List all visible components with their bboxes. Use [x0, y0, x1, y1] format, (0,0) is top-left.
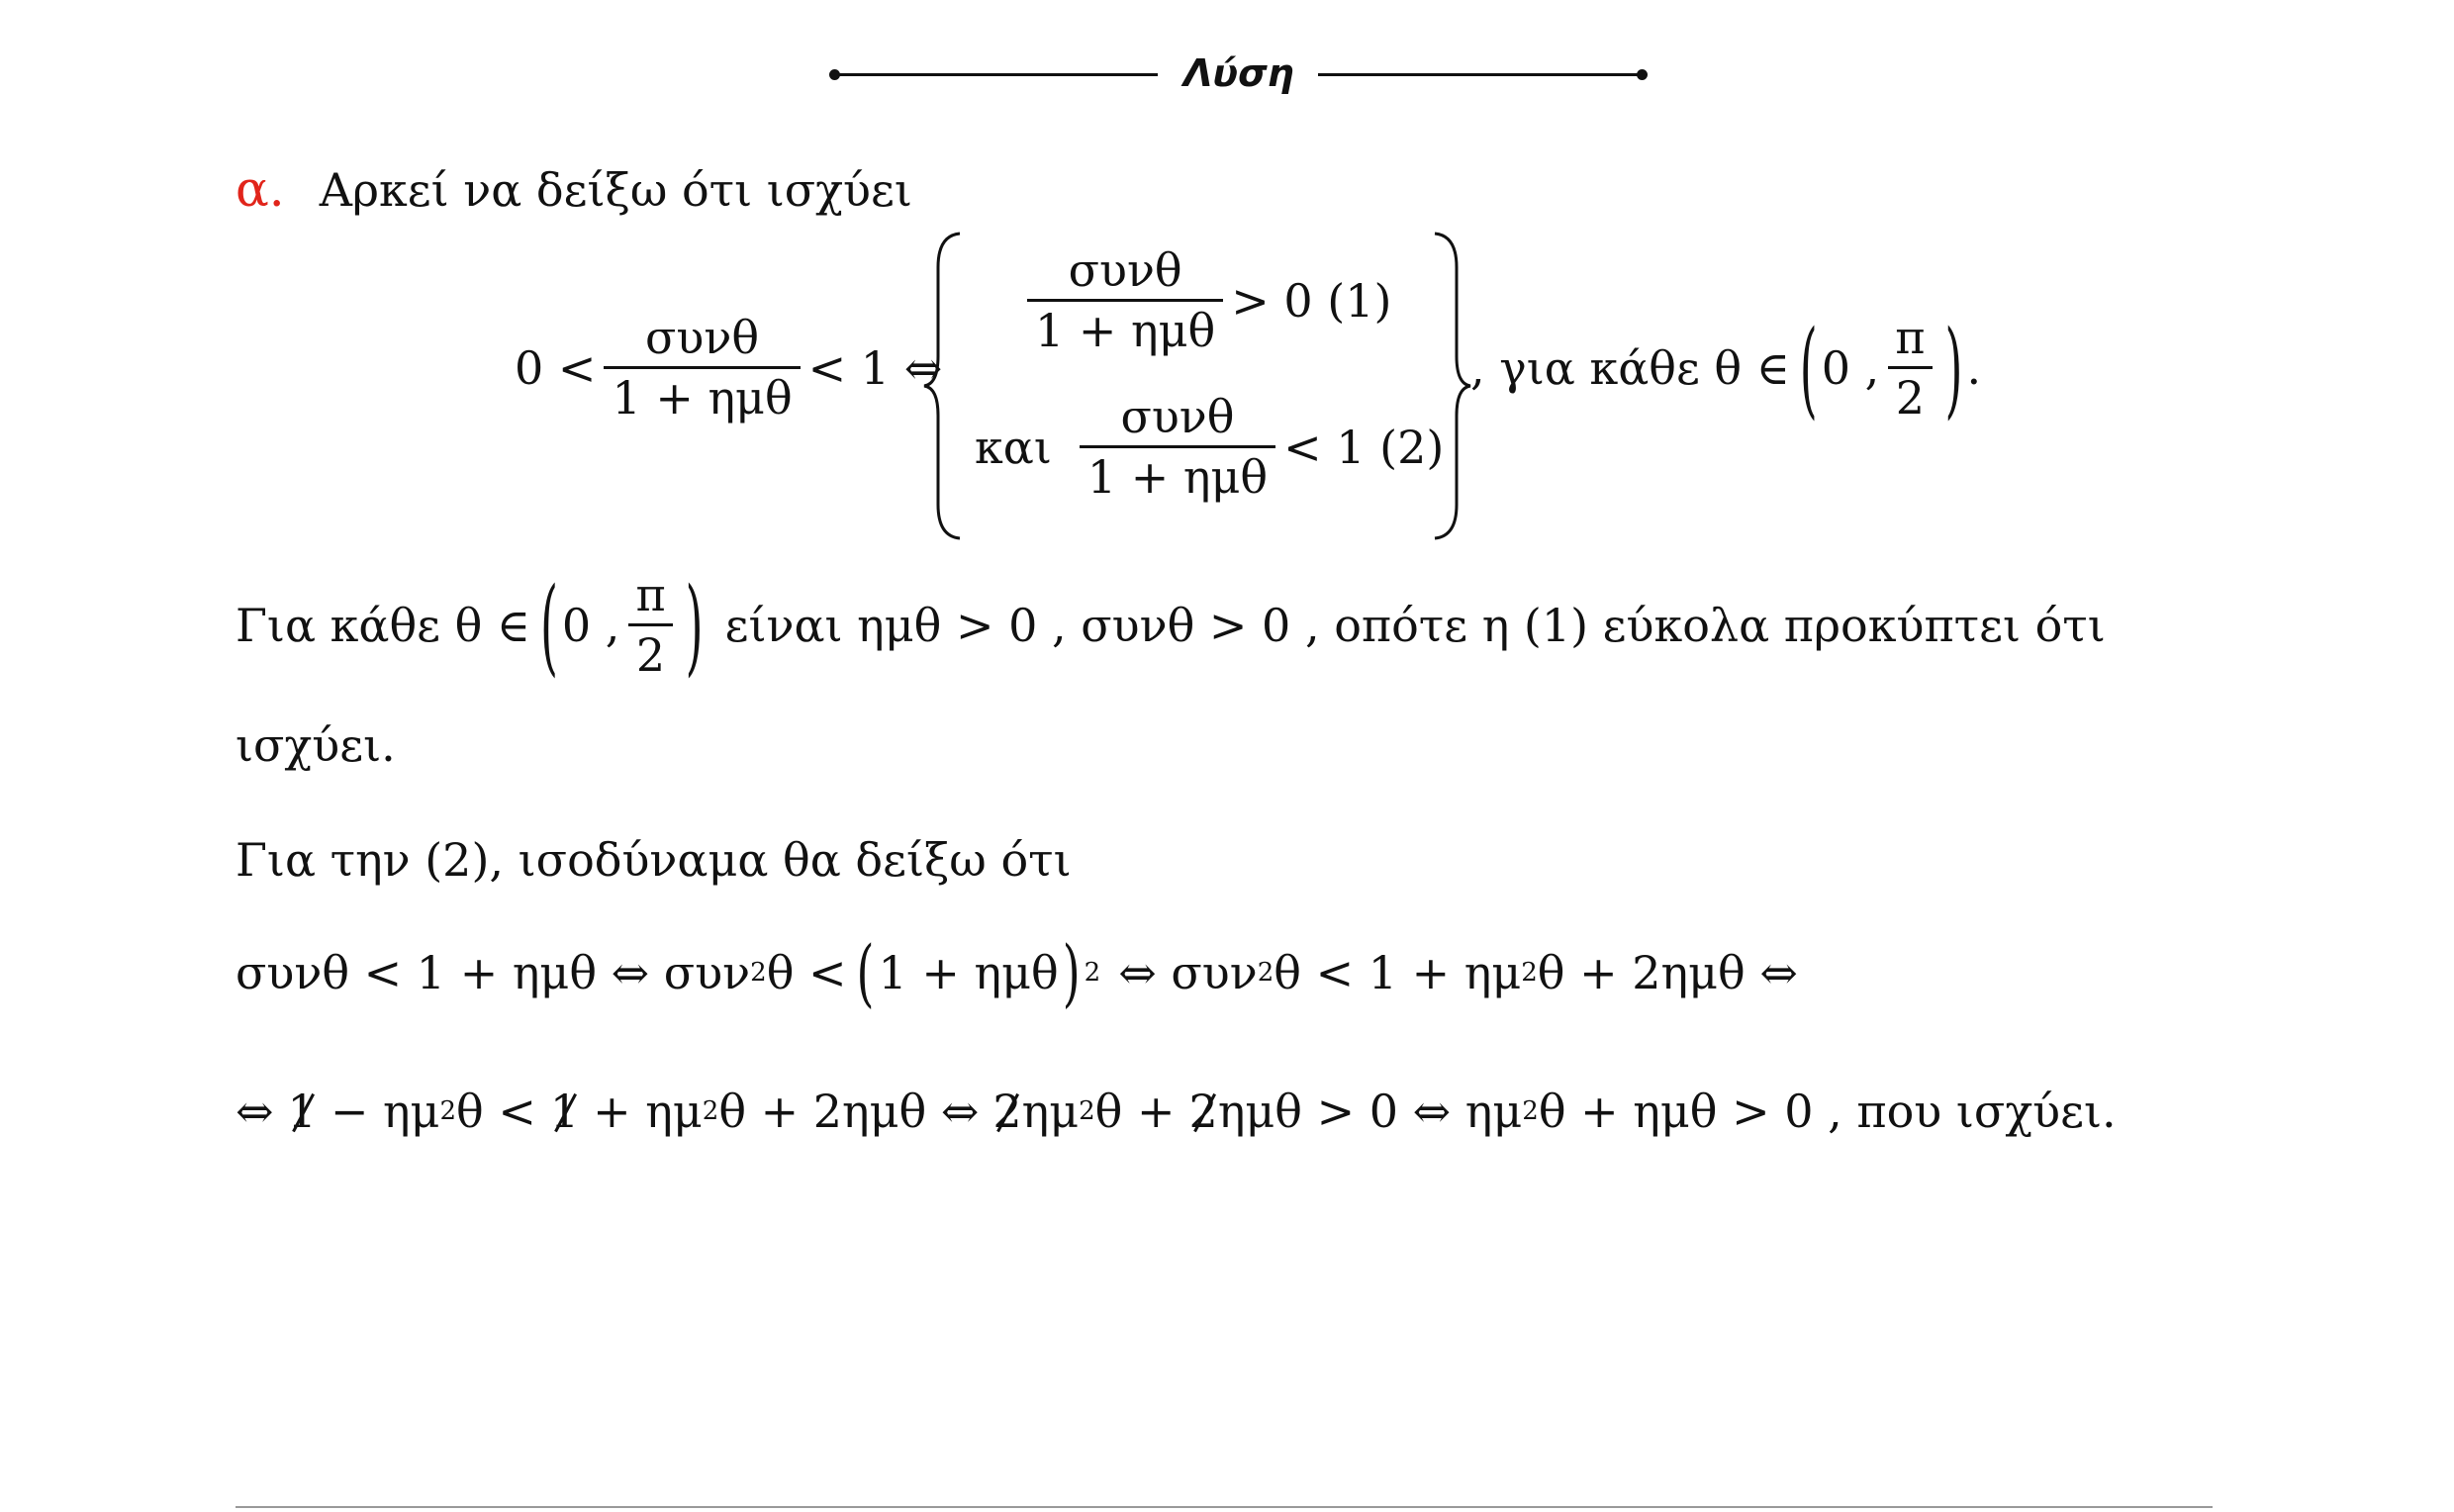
l4-f: ημ — [1021, 1085, 1080, 1138]
open-paren: ( — [856, 929, 875, 1016]
cancelled-one: 1 — [287, 1085, 317, 1138]
part-a-intro — [236, 160, 912, 218]
sys1-fraction — [1027, 243, 1223, 357]
para1-line1 — [236, 563, 2106, 687]
part-label: α. — [236, 160, 285, 218]
sys2-kai: και — [975, 420, 1052, 474]
left-brace — [920, 228, 970, 544]
bottom-rule — [236, 1506, 2213, 1508]
equation-tail — [1470, 306, 1982, 429]
l3-a: συνθ < 1 + ημθ ⇔ συν — [236, 946, 751, 999]
equation-lhs — [515, 311, 943, 425]
close-paren: ) — [1062, 929, 1081, 1016]
sys2-fraction — [1080, 390, 1275, 504]
pi-over-two — [627, 568, 673, 682]
para1-start: Για κάθε θ ∈ — [236, 598, 530, 652]
l4-g: θ + — [1094, 1085, 1176, 1138]
fraction — [604, 311, 800, 425]
sys1-num: συνθ — [1068, 243, 1182, 297]
two: 2 — [1888, 366, 1933, 421]
pi-over-two — [1887, 311, 1933, 425]
sys2-tail: < 1 (2) — [1283, 420, 1445, 474]
l4-d: + ημ — [593, 1085, 703, 1138]
math-line-3: συνθ < 1 + ημθ ⇔ συν 2 θ < ( 1 + ημθ ) 2 ⇔ συν 2 θ < 1 + ημ 2 θ + 2ημθ ⇔ — [236, 929, 1798, 1016]
l3-b: θ < — [766, 946, 847, 999]
sys1-tail: > 0 (1) — [1231, 273, 1392, 328]
cancelled-one: 1 — [549, 1085, 580, 1138]
pi: π — [635, 568, 666, 621]
sys2-den: 1 + ημθ — [1080, 445, 1275, 500]
l4-h: ημθ > 0 ⇔ ημ — [1217, 1085, 1523, 1138]
l3-c: 1 + ημθ — [878, 946, 1059, 999]
system-eq-2 — [975, 390, 1445, 504]
l4-e: θ + 2ημθ ⇔ — [718, 1085, 980, 1138]
header-right-rule — [1318, 73, 1641, 76]
lt-one-iff: < 1 ⇔ — [807, 340, 943, 395]
close-paren: ) — [1944, 306, 1963, 429]
lhs-zero: 0 < — [515, 340, 597, 395]
fraction-num: συνθ — [645, 311, 760, 364]
l4-b: − ημ — [330, 1085, 440, 1138]
fraction-den: 1 + ημθ — [604, 366, 800, 421]
cancelled-two: 2 — [992, 1085, 1022, 1138]
close-paren: ) — [685, 563, 704, 687]
l4-i: θ + ημθ > 0 , που ισχύει. — [1538, 1085, 2117, 1138]
right-brace — [1425, 228, 1474, 544]
pi: π — [1895, 311, 1926, 364]
system-eq-1 — [1019, 243, 1392, 357]
interval-left: 0 , — [1821, 340, 1880, 395]
para1-line2: ισχύει. — [236, 718, 396, 772]
para1-rest: είναι ημθ > 0 , συνθ > 0 , οπότε η (1) εύκολα προκύπτει ότι — [724, 598, 2106, 652]
l3-d: ⇔ συν — [1118, 946, 1258, 999]
sys2-num: συνθ — [1120, 390, 1235, 443]
period: . — [1966, 340, 1982, 395]
open-paren: ( — [539, 563, 558, 687]
l3-f: θ + 2ημθ ⇔ — [1537, 946, 1798, 999]
two: 2 — [628, 623, 673, 678]
l3-e: θ < 1 + ημ — [1274, 946, 1522, 999]
open-paren: ( — [1799, 306, 1818, 429]
cancelled-two: 2 — [1188, 1085, 1218, 1138]
header-title: Λύση — [1183, 51, 1294, 95]
tail-text: , για κάθε θ ∈ — [1470, 340, 1790, 395]
intro-text: Αρκεί να δείξω ότι ισχύει — [319, 163, 912, 217]
header-right-dot — [1637, 69, 1648, 80]
sys1-den: 1 + ημθ — [1027, 299, 1223, 353]
interval-left: 0 , — [561, 598, 620, 652]
para2: Για την (2), ισοδύναμα θα δείξω ότι — [236, 833, 1072, 887]
math-line-4: ⇔ 1 − ημ 2 θ < 1 + ημ 2 θ + 2ημθ ⇔ 2 ημ 2 θ + 2 ημθ > 0 ⇔ ημ 2 θ + ημθ > 0 , που ισχύει. — [236, 1085, 2117, 1138]
header-left-rule — [835, 73, 1158, 76]
l4-a: ⇔ — [236, 1085, 274, 1138]
l4-c: θ < — [456, 1085, 536, 1138]
